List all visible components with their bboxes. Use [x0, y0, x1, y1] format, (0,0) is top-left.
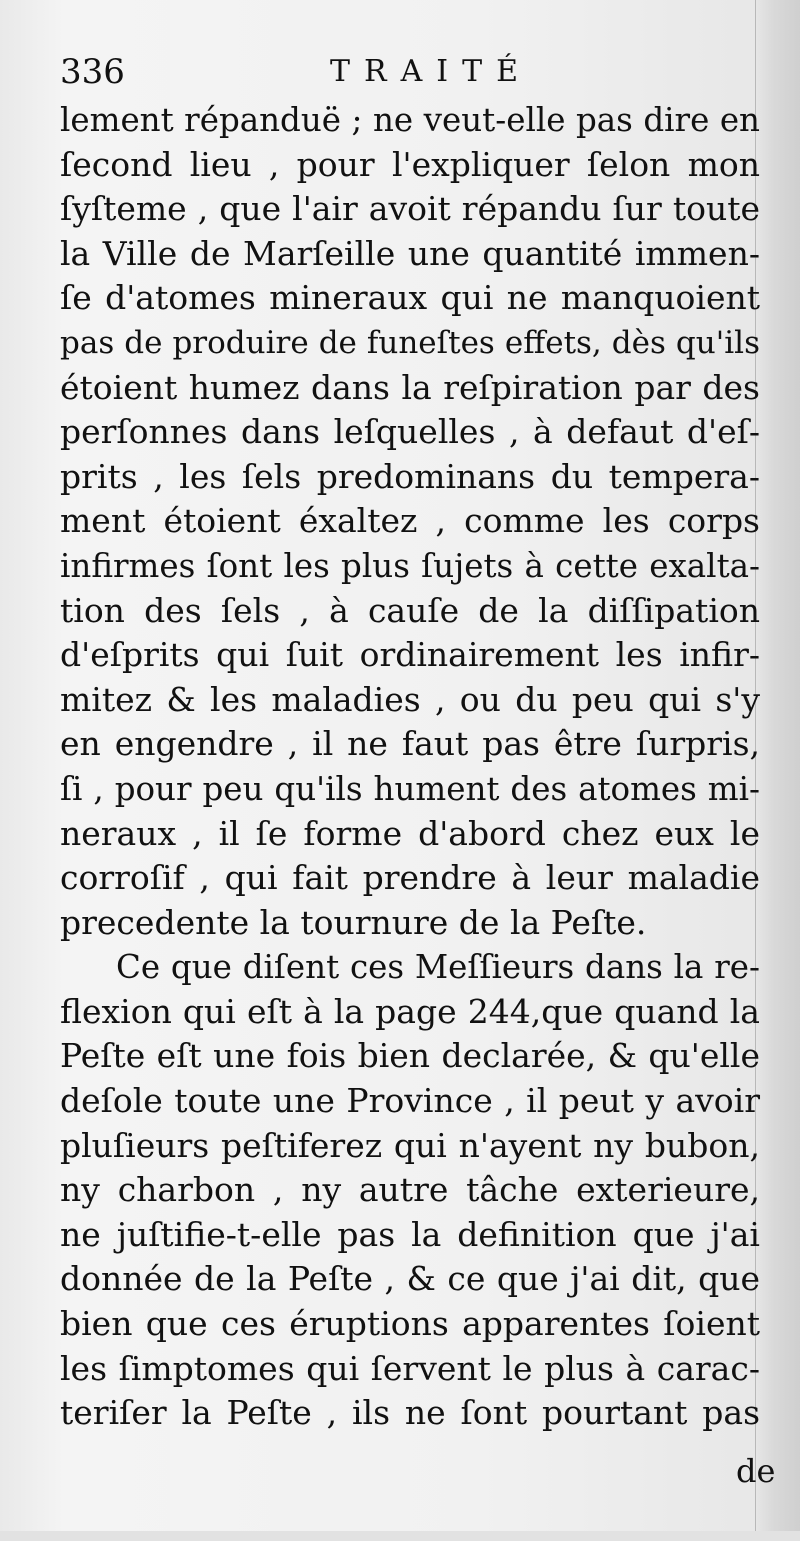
text-line: ny charbon , ny autre tâche exterieure, [60, 1170, 760, 1210]
running-head [60, 52, 740, 96]
text-line: ſi , pour peu qu'ils hument des atomes mi- [60, 769, 760, 808]
text-line: perſonnes dans leſquelles , à defaut d'eſ- [60, 412, 760, 452]
text-line: ſe d'atomes mineraux qui ne manquoient [60, 278, 760, 318]
text-line: prits , les ſels predominans du tempera- [60, 456, 760, 496]
text-line: pluſieurs peſtiferez qui n'ayent ny bubon, [60, 1125, 760, 1165]
text-line: étoient humez dans la reſpiration par des [60, 367, 760, 407]
paragraph-2 [60, 945, 760, 1436]
text-line: bien que ces éruptions apparentes ſoient [60, 1304, 760, 1344]
text-line: mitez & les maladies , ou du peu qui s'y [60, 679, 760, 719]
text-line: la Ville de Marſeille une quantité immen- [60, 233, 760, 273]
text-line: deſole toute une Province , il peut y avoir [60, 1081, 760, 1121]
text-line: corroſif , qui fait prendre à leur maladie [60, 858, 760, 898]
text-line: d'eſprits qui ſuit ordinairement les infir- [60, 635, 760, 675]
text-line: ment étoient éxaltez , comme les corps [60, 501, 760, 541]
page-number: 336 [60, 52, 125, 92]
text-line: tion des ſels , à cauſe de la diſſipation [60, 590, 760, 630]
text-line: ne juſtifie-t-elle pas la definition que j'ai [60, 1214, 760, 1254]
text-line: flexion qui eſt à la page 244,que quand la [60, 991, 760, 1031]
body-text [60, 98, 760, 1436]
running-title: TRAITÉ [330, 54, 533, 89]
text-line: neraux , il ſe forme d'abord chez eux le [60, 813, 760, 853]
catchword: de [736, 1452, 776, 1490]
text-line: pas de produire de funeſtes effets, dès qu'ils [60, 324, 760, 361]
text-line: les ſimptomes qui ſervent le plus à carac- [60, 1348, 760, 1388]
text-line: infirmes ſont les plus ſujets à cette exalta- [60, 546, 760, 585]
text-line: precedente la tournure de la Peſte. [60, 902, 647, 942]
text-line: donnée de la Peſte , & ce que j'ai dit, que [60, 1259, 760, 1299]
text-line: ſecond lieu , pour l'expliquer ſelon mon [60, 144, 760, 184]
text-line: ſyſteme , que l'air avoit répandu ſur toute [60, 189, 760, 229]
paragraph-1 [60, 98, 760, 945]
text-line: Ce que diſent ces Meſſieurs dans la re- [116, 948, 760, 987]
text-line: lement répanduë ; ne veut-elle pas dire en [60, 101, 760, 139]
page-edge [755, 0, 800, 1541]
text-line: Peſte eſt une fois bien declarée, & qu'elle [60, 1036, 760, 1076]
text-line: en engendre , il ne faut pas être ſurpris, [60, 724, 760, 764]
text-line: teriſer la Peſte , ils ne ſont pourtant pas [60, 1393, 760, 1433]
page-bottom-edge [0, 1531, 800, 1541]
